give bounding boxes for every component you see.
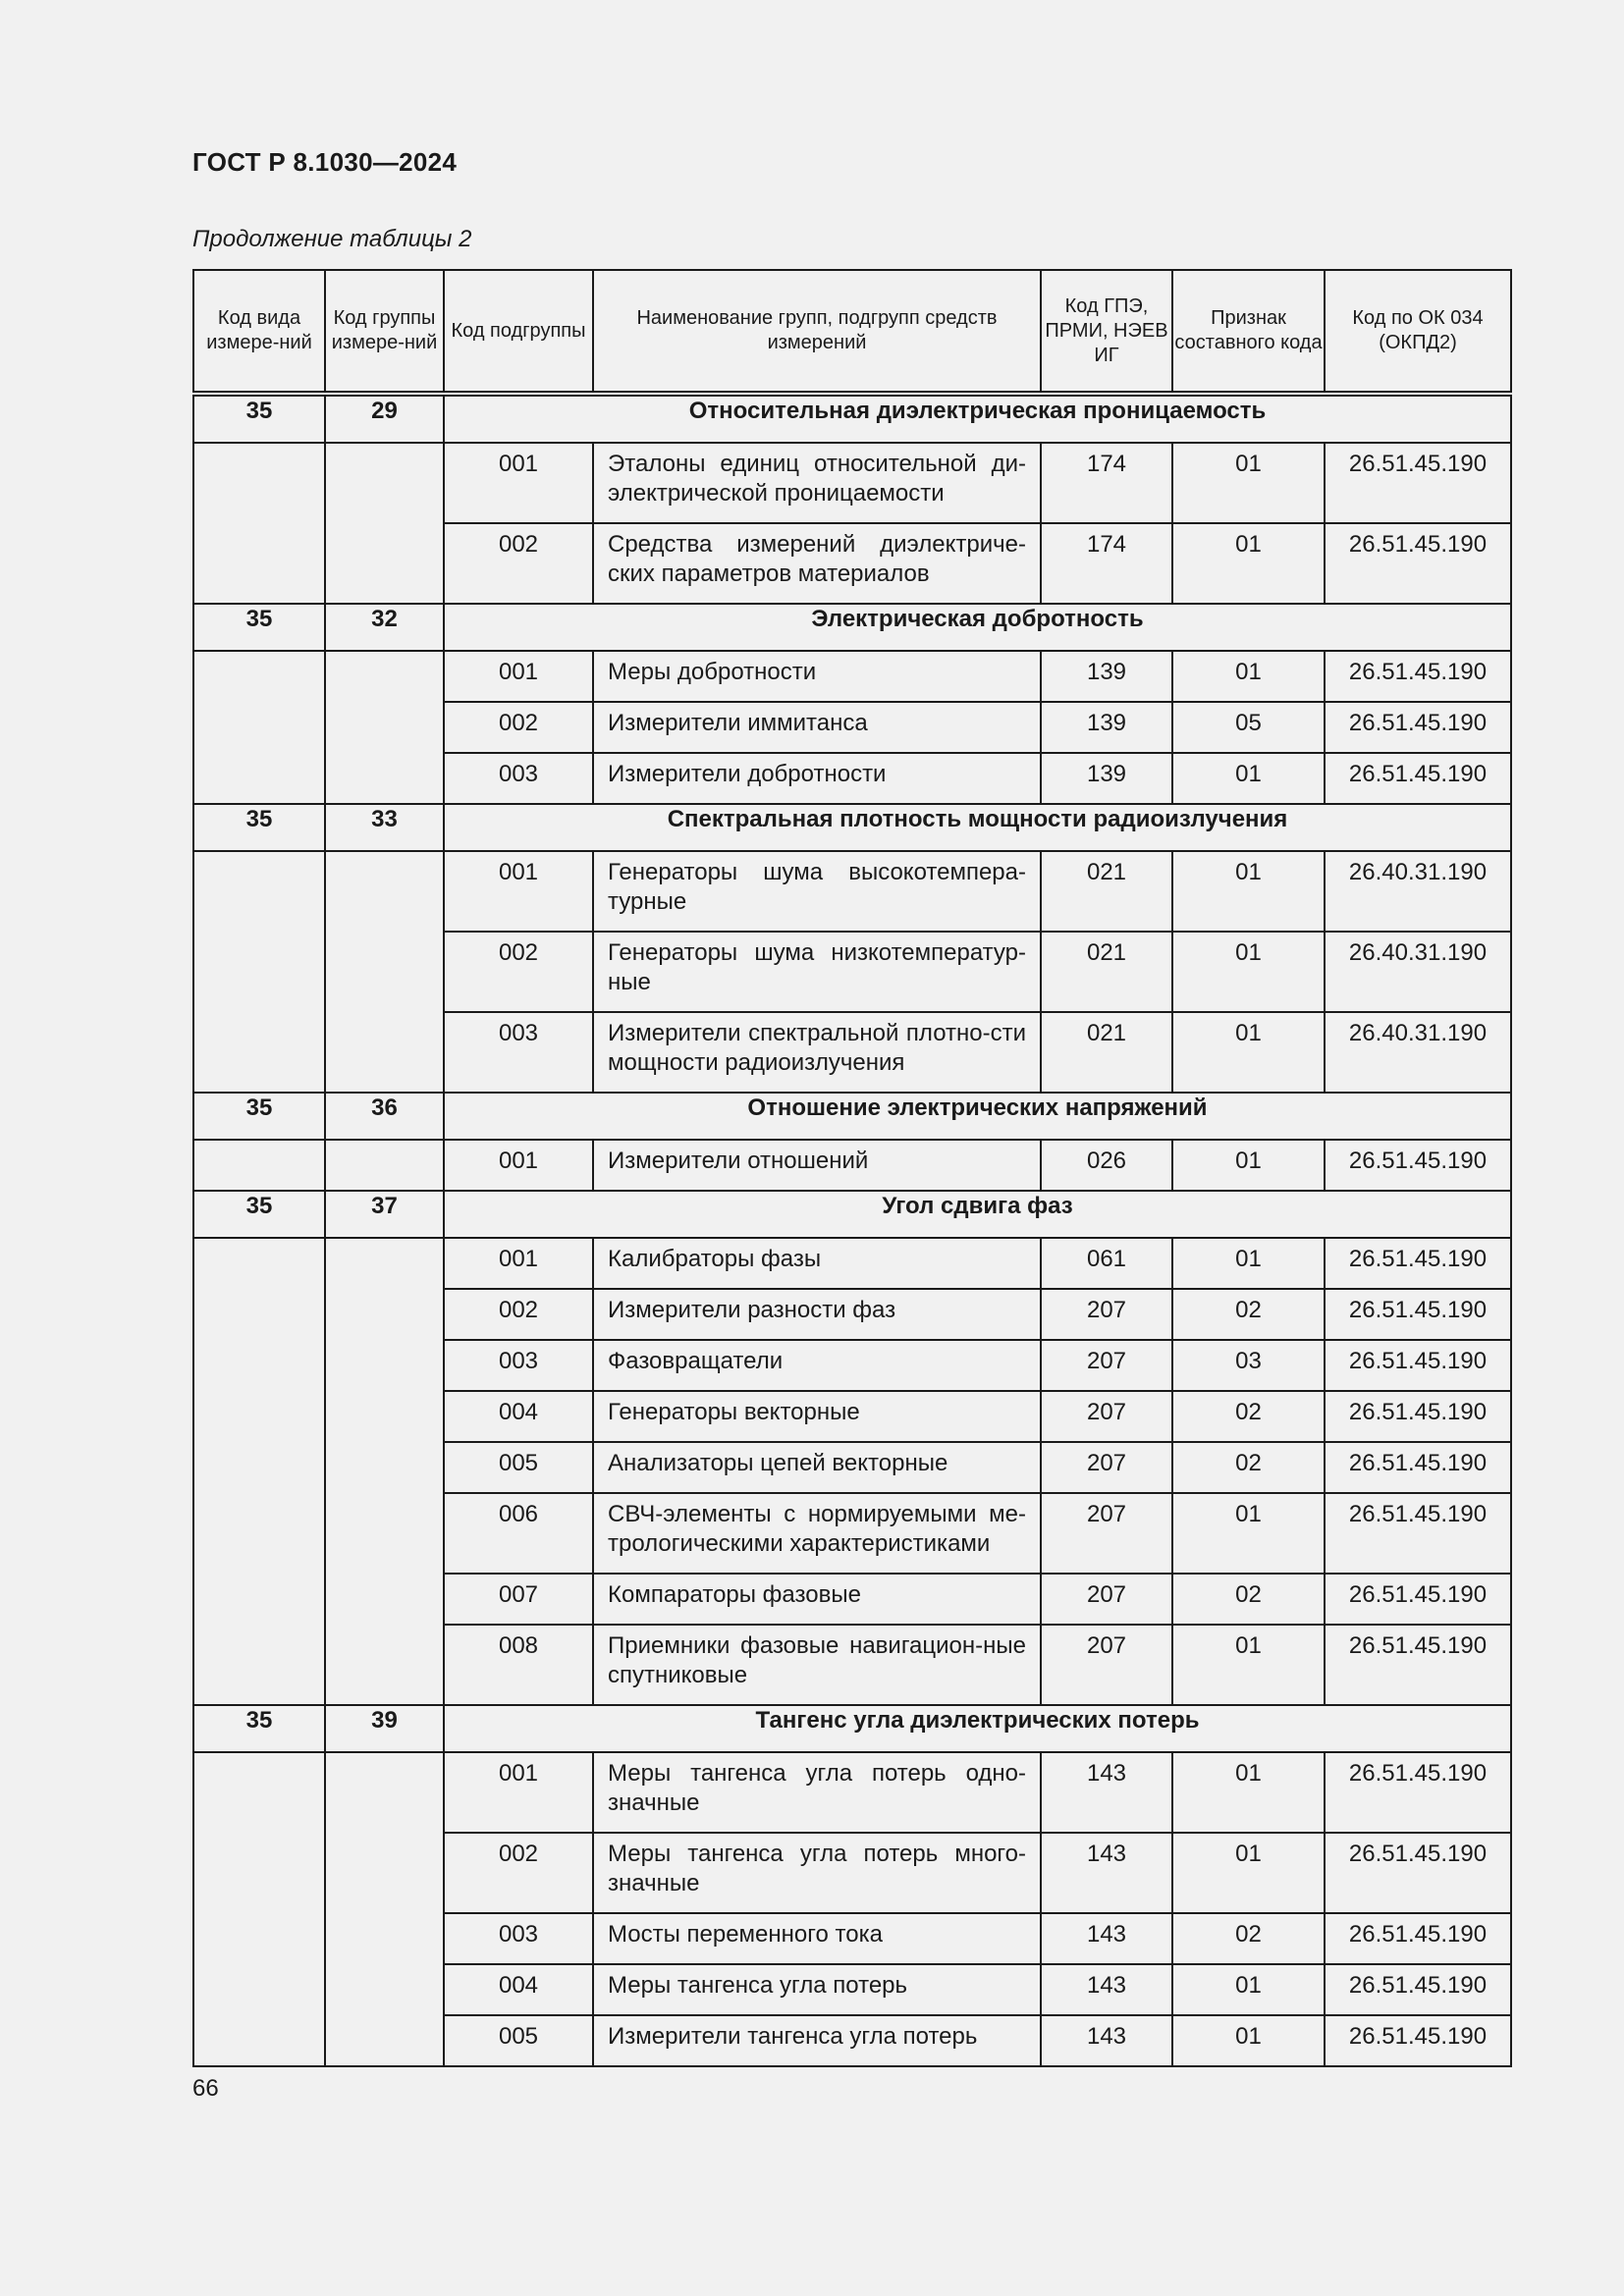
- empty-kind-cell: [193, 443, 325, 604]
- subgroup-code-cell: 002: [444, 702, 593, 753]
- empty-group-cell: [325, 443, 444, 604]
- item-name-cell: Эталоны единиц относительной ди-электрической проницаемости: [593, 443, 1041, 523]
- table-caption: Продолжение таблицы 2: [192, 226, 472, 252]
- subgroup-code-cell: 001: [444, 443, 593, 523]
- composite-flag-cell: 01: [1172, 443, 1325, 523]
- gpe-code-cell: 207: [1041, 1625, 1172, 1705]
- composite-flag-cell: 01: [1172, 932, 1325, 1012]
- gpe-code-cell: 139: [1041, 753, 1172, 804]
- group-title-cell: Отношение электрических напряжений: [444, 1093, 1511, 1140]
- subgroup-code-cell: 007: [444, 1574, 593, 1625]
- composite-flag-cell: 01: [1172, 523, 1325, 604]
- column-header: Признак составного кода: [1172, 270, 1325, 394]
- item-name-cell: Мосты переменного тока: [593, 1913, 1041, 1964]
- okpd2-code-cell: 26.51.45.190: [1325, 1913, 1511, 1964]
- composite-flag-cell: 03: [1172, 1340, 1325, 1391]
- gpe-code-cell: 174: [1041, 523, 1172, 604]
- kind-code-cell: 35: [193, 604, 325, 651]
- subgroup-code-cell: 004: [444, 1391, 593, 1442]
- gpe-code-cell: 026: [1041, 1140, 1172, 1191]
- okpd2-code-cell: 26.51.45.190: [1325, 2015, 1511, 2066]
- composite-flag-cell: 02: [1172, 1913, 1325, 1964]
- okpd2-code-cell: 26.51.45.190: [1325, 651, 1511, 702]
- okpd2-code-cell: 26.51.45.190: [1325, 1442, 1511, 1493]
- group-code-cell: 37: [325, 1191, 444, 1238]
- group-code-cell: 29: [325, 394, 444, 443]
- group-header-row: [193, 604, 1511, 651]
- gpe-code-cell: 021: [1041, 1012, 1172, 1093]
- item-name-cell: Генераторы шума низкотемператур-ные: [593, 932, 1041, 1012]
- item-name-cell: Средства измерений диэлектриче-ских параметров материалов: [593, 523, 1041, 604]
- gpe-code-cell: 174: [1041, 443, 1172, 523]
- gpe-code-cell: 139: [1041, 651, 1172, 702]
- item-name-cell: Меры тангенса угла потерь: [593, 1964, 1041, 2015]
- table-row: [193, 1140, 1511, 1191]
- empty-kind-cell: [193, 651, 325, 804]
- column-header: Код по ОК 034 (ОКПД2): [1325, 270, 1511, 394]
- item-name-cell: Генераторы шума высокотемпера-турные: [593, 851, 1041, 932]
- subgroup-code-cell: 003: [444, 1340, 593, 1391]
- subgroup-code-cell: 001: [444, 1752, 593, 1833]
- table-body: [193, 394, 1511, 2066]
- empty-kind-cell: [193, 851, 325, 1093]
- composite-flag-cell: 02: [1172, 1289, 1325, 1340]
- okpd2-code-cell: 26.51.45.190: [1325, 1238, 1511, 1289]
- okpd2-code-cell: 26.51.45.190: [1325, 1493, 1511, 1574]
- group-title-cell: Тангенс угла диэлектрических потерь: [444, 1705, 1511, 1752]
- empty-kind-cell: [193, 1140, 325, 1191]
- gpe-code-cell: 207: [1041, 1289, 1172, 1340]
- item-name-cell: Компараторы фазовые: [593, 1574, 1041, 1625]
- gpe-code-cell: 143: [1041, 1913, 1172, 1964]
- table-row: [193, 1238, 1511, 1289]
- subgroup-code-cell: 002: [444, 932, 593, 1012]
- item-name-cell: Калибраторы фазы: [593, 1238, 1041, 1289]
- item-name-cell: Анализаторы цепей векторные: [593, 1442, 1041, 1493]
- subgroup-code-cell: 002: [444, 523, 593, 604]
- okpd2-code-cell: 26.51.45.190: [1325, 1833, 1511, 1913]
- item-name-cell: Генераторы векторные: [593, 1391, 1041, 1442]
- empty-group-cell: [325, 1140, 444, 1191]
- composite-flag-cell: 01: [1172, 851, 1325, 932]
- gpe-code-cell: 143: [1041, 1752, 1172, 1833]
- okpd2-code-cell: 26.51.45.190: [1325, 523, 1511, 604]
- item-name-cell: Фазовращатели: [593, 1340, 1041, 1391]
- gpe-code-cell: 207: [1041, 1340, 1172, 1391]
- empty-group-cell: [325, 1238, 444, 1705]
- group-title-cell: Спектральная плотность мощности радиоизлучения: [444, 804, 1511, 851]
- empty-kind-cell: [193, 1752, 325, 2066]
- okpd2-code-cell: 26.51.45.190: [1325, 1625, 1511, 1705]
- composite-flag-cell: 01: [1172, 1752, 1325, 1833]
- item-name-cell: Приемники фазовые навигацион-ные спутниковые: [593, 1625, 1041, 1705]
- gpe-code-cell: 143: [1041, 1964, 1172, 2015]
- gpe-code-cell: 143: [1041, 2015, 1172, 2066]
- empty-group-cell: [325, 851, 444, 1093]
- group-code-cell: 33: [325, 804, 444, 851]
- group-header-row: [193, 394, 1511, 443]
- okpd2-code-cell: 26.51.45.190: [1325, 1752, 1511, 1833]
- kind-code-cell: 35: [193, 1191, 325, 1238]
- item-name-cell: Меры добротности: [593, 651, 1041, 702]
- gpe-code-cell: 207: [1041, 1574, 1172, 1625]
- composite-flag-cell: 01: [1172, 1012, 1325, 1093]
- okpd2-code-cell: 26.40.31.190: [1325, 851, 1511, 932]
- group-code-cell: 36: [325, 1093, 444, 1140]
- group-title-cell: Угол сдвига фаз: [444, 1191, 1511, 1238]
- gpe-code-cell: 021: [1041, 932, 1172, 1012]
- empty-group-cell: [325, 651, 444, 804]
- item-name-cell: Измерители отношений: [593, 1140, 1041, 1191]
- item-name-cell: Измерители разности фаз: [593, 1289, 1041, 1340]
- empty-kind-cell: [193, 1238, 325, 1705]
- composite-flag-cell: 01: [1172, 753, 1325, 804]
- composite-flag-cell: 01: [1172, 1140, 1325, 1191]
- item-name-cell: Измерители добротности: [593, 753, 1041, 804]
- subgroup-code-cell: 001: [444, 851, 593, 932]
- okpd2-code-cell: 26.51.45.190: [1325, 702, 1511, 753]
- subgroup-code-cell: 001: [444, 1140, 593, 1191]
- composite-flag-cell: 01: [1172, 1238, 1325, 1289]
- group-header-row: [193, 1093, 1511, 1140]
- okpd2-code-cell: 26.51.45.190: [1325, 1391, 1511, 1442]
- page-number: 66: [192, 2075, 219, 2102]
- composite-flag-cell: 01: [1172, 2015, 1325, 2066]
- kind-code-cell: 35: [193, 1705, 325, 1752]
- okpd2-code-cell: 26.51.45.190: [1325, 1964, 1511, 2015]
- subgroup-code-cell: 003: [444, 1012, 593, 1093]
- composite-flag-cell: 01: [1172, 1625, 1325, 1705]
- composite-flag-cell: 05: [1172, 702, 1325, 753]
- okpd2-code-cell: 26.51.45.190: [1325, 1289, 1511, 1340]
- composite-flag-cell: 01: [1172, 1833, 1325, 1913]
- item-name-cell: СВЧ-элементы с нормируемыми ме-трологическими характеристиками: [593, 1493, 1041, 1574]
- subgroup-code-cell: 006: [444, 1493, 593, 1574]
- subgroup-code-cell: 008: [444, 1625, 593, 1705]
- okpd2-code-cell: 26.51.45.190: [1325, 1140, 1511, 1191]
- item-name-cell: Меры тангенса угла потерь одно-значные: [593, 1752, 1041, 1833]
- table-row: [193, 443, 1511, 523]
- item-name-cell: Измерители иммитанса: [593, 702, 1041, 753]
- column-header: Код подгруппы: [444, 270, 593, 394]
- empty-group-cell: [325, 1752, 444, 2066]
- table-row: [193, 651, 1511, 702]
- column-header: Код ГПЭ, ПРМИ, НЭЕВ ИГ: [1041, 270, 1172, 394]
- item-name-cell: Меры тангенса угла потерь много-значные: [593, 1833, 1041, 1913]
- okpd2-code-cell: 26.51.45.190: [1325, 753, 1511, 804]
- group-code-cell: 32: [325, 604, 444, 651]
- composite-flag-cell: 02: [1172, 1574, 1325, 1625]
- okpd2-code-cell: 26.51.45.190: [1325, 1340, 1511, 1391]
- group-header-row: [193, 804, 1511, 851]
- item-name-cell: Измерители спектральной плотно-сти мощности радиоизлучения: [593, 1012, 1041, 1093]
- composite-flag-cell: 01: [1172, 1493, 1325, 1574]
- column-header: Наименование групп, подгрупп средств измерений: [593, 270, 1041, 394]
- composite-flag-cell: 01: [1172, 651, 1325, 702]
- subgroup-code-cell: 001: [444, 1238, 593, 1289]
- column-header: Код группы измере-ний: [325, 270, 444, 394]
- table-row: [193, 851, 1511, 932]
- gpe-code-cell: 143: [1041, 1833, 1172, 1913]
- group-code-cell: 39: [325, 1705, 444, 1752]
- table-header-row: [193, 270, 1511, 394]
- subgroup-code-cell: 001: [444, 651, 593, 702]
- subgroup-code-cell: 003: [444, 1913, 593, 1964]
- kind-code-cell: 35: [193, 804, 325, 851]
- group-header-row: [193, 1191, 1511, 1238]
- table-row: [193, 1752, 1511, 1833]
- group-header-row: [193, 1705, 1511, 1752]
- group-title-cell: Электрическая добротность: [444, 604, 1511, 651]
- gpe-code-cell: 207: [1041, 1493, 1172, 1574]
- kind-code-cell: 35: [193, 1093, 325, 1140]
- gpe-code-cell: 207: [1041, 1442, 1172, 1493]
- composite-flag-cell: 02: [1172, 1442, 1325, 1493]
- subgroup-code-cell: 004: [444, 1964, 593, 2015]
- group-title-cell: Относительная диэлектрическая проницаемость: [444, 394, 1511, 443]
- subgroup-code-cell: 003: [444, 753, 593, 804]
- classifier-table: [192, 269, 1512, 2067]
- kind-code-cell: 35: [193, 394, 325, 443]
- item-name-cell: Измерители тангенса угла потерь: [593, 2015, 1041, 2066]
- gpe-code-cell: 061: [1041, 1238, 1172, 1289]
- okpd2-code-cell: 26.40.31.190: [1325, 932, 1511, 1012]
- composite-flag-cell: 01: [1172, 1964, 1325, 2015]
- column-header: Код вида измере-ний: [193, 270, 325, 394]
- gpe-code-cell: 207: [1041, 1391, 1172, 1442]
- gpe-code-cell: 139: [1041, 702, 1172, 753]
- subgroup-code-cell: 005: [444, 2015, 593, 2066]
- subgroup-code-cell: 002: [444, 1289, 593, 1340]
- subgroup-code-cell: 005: [444, 1442, 593, 1493]
- okpd2-code-cell: 26.51.45.190: [1325, 1574, 1511, 1625]
- composite-flag-cell: 02: [1172, 1391, 1325, 1442]
- gpe-code-cell: 021: [1041, 851, 1172, 932]
- okpd2-code-cell: 26.40.31.190: [1325, 1012, 1511, 1093]
- subgroup-code-cell: 002: [444, 1833, 593, 1913]
- okpd2-code-cell: 26.51.45.190: [1325, 443, 1511, 523]
- document-header: ГОСТ Р 8.1030—2024: [192, 147, 458, 177]
